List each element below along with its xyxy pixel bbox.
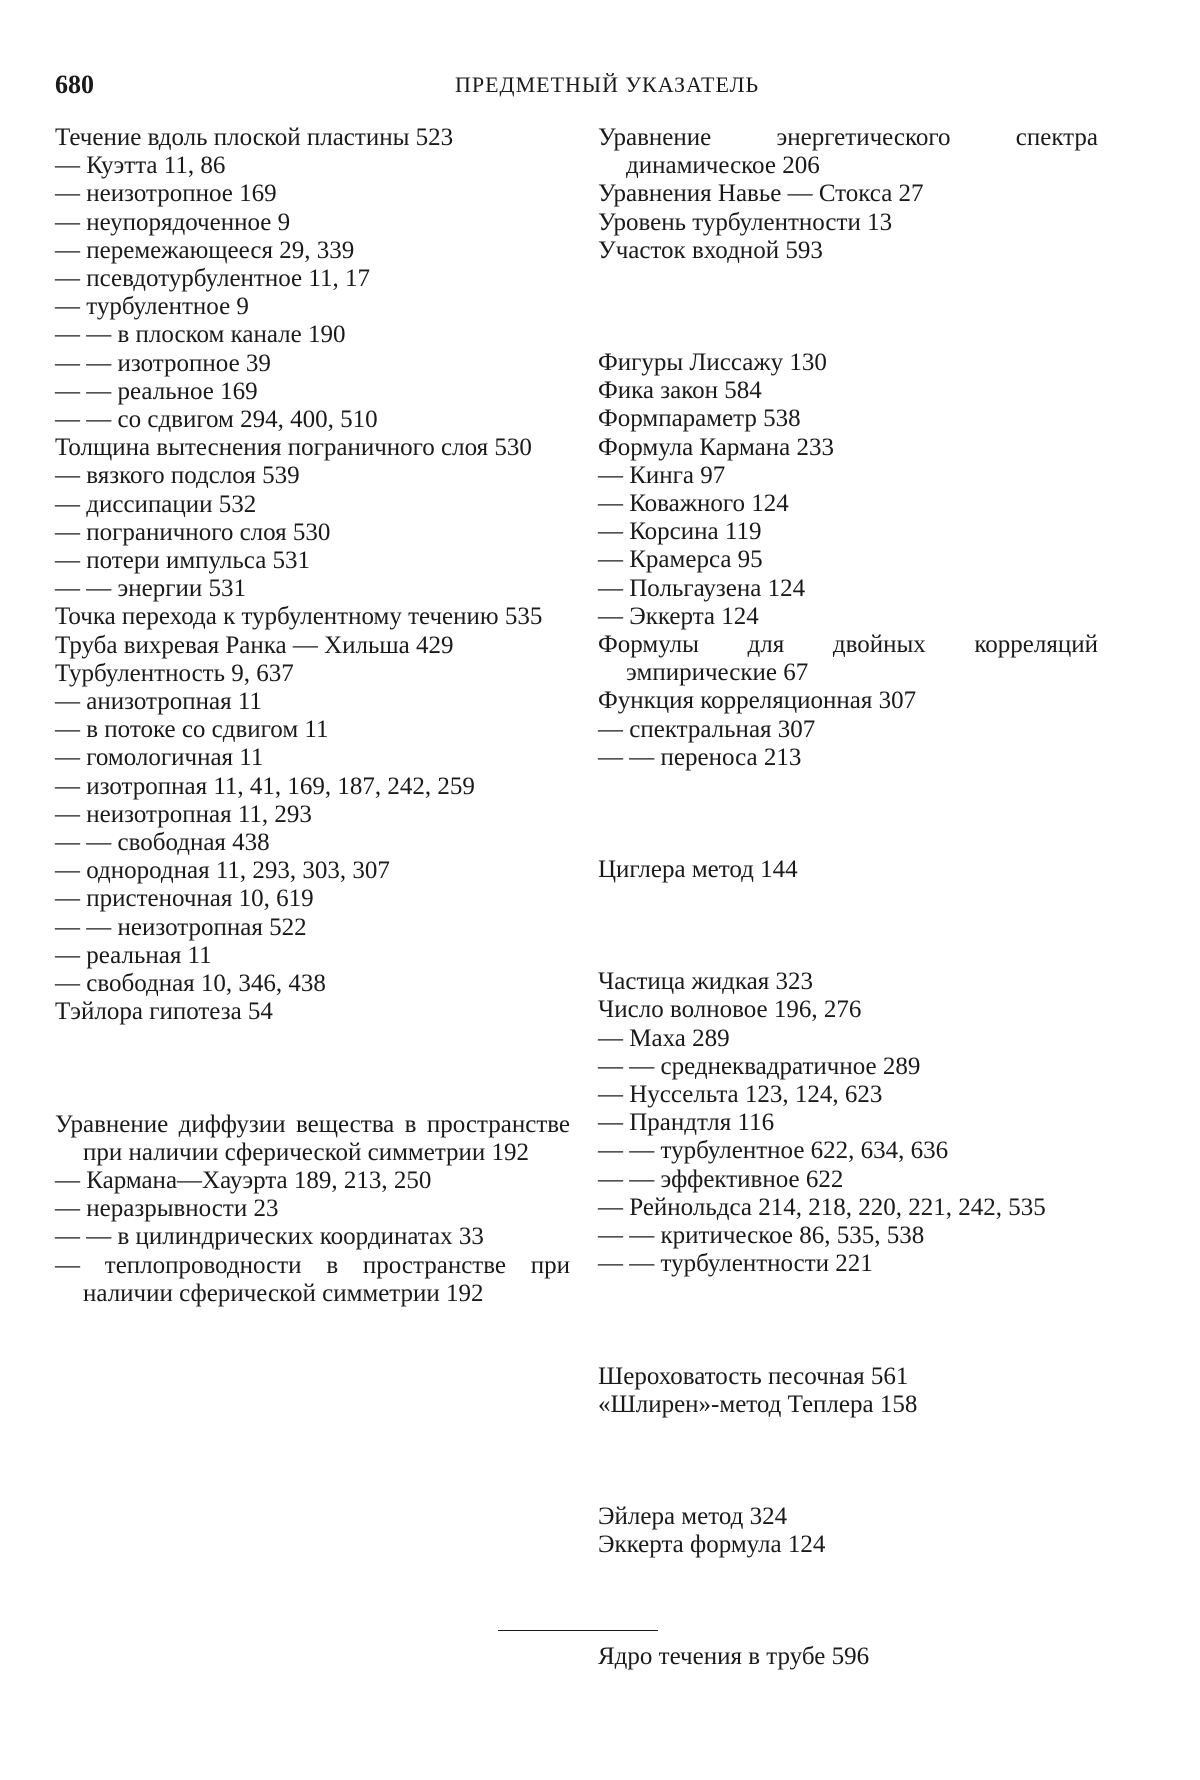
index-entry: Ядро течения в трубе 596: [598, 1643, 870, 1671]
index-entry: — — со сдвигом 294, 400, 510: [55, 406, 378, 434]
index-entry: — — эффективное 622: [598, 1165, 844, 1193]
index-entry: — Рейнольдса 214, 218, 220, 221, 242, 535: [598, 1193, 1046, 1221]
index-entry: — Крамерса 95: [598, 546, 763, 574]
section-gap: [598, 1279, 1098, 1363]
index-entry: Участок входной 593: [598, 236, 823, 264]
index-entry: Толщина вытеснения пограничного слоя 530: [55, 434, 532, 462]
index-entry: Функция корреляционная 307: [598, 687, 917, 715]
index-entry: Фигуры Лиссажу 130: [598, 349, 827, 377]
index-entry: Фика закон 584: [598, 377, 762, 405]
index-entry: — — в цилиндрических координатах 33: [55, 1223, 484, 1251]
section-gap: [55, 1027, 570, 1111]
index-entry: Течение вдоль плоской пластины 523: [55, 124, 454, 151]
index-entry: — Маха 289: [598, 1024, 730, 1052]
index-entry: Уравнения Навье — Стокса 27: [598, 180, 924, 208]
index-entry: Турбулентность 9, 637: [55, 659, 294, 687]
index-entry: Труба вихревая Ранка — Хильша 429: [55, 631, 454, 659]
index-entry: Уравнение энергетического спектра динамическое 206: [598, 124, 1098, 180]
index-entry: — — энергии 531: [55, 575, 246, 603]
index-entry: Шероховатость песочная 561: [598, 1362, 909, 1390]
index-entry: Формпараметр 538: [598, 405, 801, 433]
index-entry: — Коважного 124: [598, 490, 789, 518]
index-entry: — однородная 11, 293, 303, 307: [55, 857, 390, 885]
index-entry: Число волновое 196, 276: [598, 996, 862, 1024]
section-gap: [598, 1559, 1098, 1643]
index-entry: — неразрывности 23: [55, 1195, 279, 1223]
index-entry: Тэйлора гипотеза 54: [55, 998, 273, 1026]
index-entry: — спектральная 307: [598, 715, 816, 743]
index-entry: Формула Кармана 233: [598, 433, 834, 461]
index-entry: Частица жидкая 323: [598, 968, 813, 996]
section-gap: [598, 265, 1098, 349]
index-entry: — — изотропное 39: [55, 349, 271, 377]
index-entry: Формулы для двойных корреляций эмпирические 67: [598, 631, 1098, 687]
index-entry: — Корсина 119: [598, 518, 762, 546]
index-entry: — диссипации 532: [55, 490, 257, 518]
index-entry: — неупорядоченное 9: [55, 208, 291, 236]
index-entry: — потери импульса 531: [55, 547, 311, 575]
index-entry: — Прандтля 116: [598, 1109, 775, 1137]
index-entry: — псевдотурбулентное 11, 17: [55, 265, 370, 293]
page-number: 680: [55, 70, 94, 99]
index-entry: — Эккерта 124: [598, 602, 759, 630]
index-entry: — Нуссельта 123, 124, 623: [598, 1081, 883, 1109]
index-entry: — пристеночная 10, 619: [55, 885, 314, 913]
index-entry: — реальная 11: [55, 941, 212, 969]
index-entry: — перемежающееся 29, 339: [55, 236, 355, 264]
index-entry: — Кармана—Хауэрта 189, 213, 250: [55, 1166, 432, 1194]
index-entry: Точка перехода к турбулентному течению 535: [55, 603, 543, 631]
index-entry: — — в плоском канале 190: [55, 321, 346, 349]
index-entry: — изотропная 11, 41, 169, 187, 242, 259: [55, 772, 475, 800]
index-entry: — Польгаузена 124: [598, 574, 806, 602]
index-entry: — неизотропное 169: [55, 180, 277, 208]
index-entry: — — реальное 169: [55, 377, 258, 405]
index-entry: — Кинга 97: [598, 461, 726, 489]
end-rule: [498, 1630, 658, 1631]
index-entry: — — турбулентное 622, 634, 636: [598, 1137, 949, 1165]
index-column-left: [55, 124, 570, 1308]
index-entry: Уравнение диффузии вещества в пространстве при наличии сферической симметрии 192: [55, 1110, 570, 1166]
index-entry: — гомологичная 11: [55, 744, 264, 772]
index-entry: Эйлера метод 324: [598, 1502, 788, 1530]
index-entry: — теплопроводности в пространстве при наличии сферической симметрии 192: [55, 1251, 570, 1307]
running-head: ПРЕДМЕТНЫЙ УКАЗАТЕЛЬ: [455, 72, 760, 97]
index-entry: — Куэтта 11, 86: [55, 152, 226, 180]
section-gap: [598, 772, 1098, 856]
index-entry: — неизотропная 11, 293: [55, 800, 312, 828]
index-entry: Циглера метод 144: [598, 856, 798, 884]
index-entry: — турбулентное 9: [55, 293, 249, 321]
index-entry: — свободная 10, 346, 438: [55, 970, 326, 998]
index-entry: — — турбулентности 221: [598, 1250, 873, 1278]
index-entry: — анизотропная 11: [55, 688, 262, 716]
index-entry: — — среднеквадратичное 289: [598, 1052, 921, 1080]
section-gap: [598, 884, 1098, 968]
index-entry: — — переноса 213: [598, 743, 802, 771]
index-entry: Эккерта формула 124: [598, 1531, 826, 1559]
index-column-right: [598, 124, 1098, 1672]
page-header: [55, 70, 1105, 106]
index-entry: — вязкого подслоя 539: [55, 462, 300, 490]
index-entry: — — критическое 86, 535, 538: [598, 1222, 925, 1250]
index-entry: «Шлирен»-метод Теплера 158: [598, 1390, 918, 1418]
section-gap: [598, 1419, 1098, 1503]
index-entry: Уровень турбулентности 13: [598, 208, 893, 236]
index-entry: — — свободная 438: [55, 829, 270, 857]
index-entry: — — неизотропная 522: [55, 913, 307, 941]
index-entry: — пограничного слоя 530: [55, 518, 331, 546]
index-entry: — в потоке со сдвигом 11: [55, 716, 329, 744]
